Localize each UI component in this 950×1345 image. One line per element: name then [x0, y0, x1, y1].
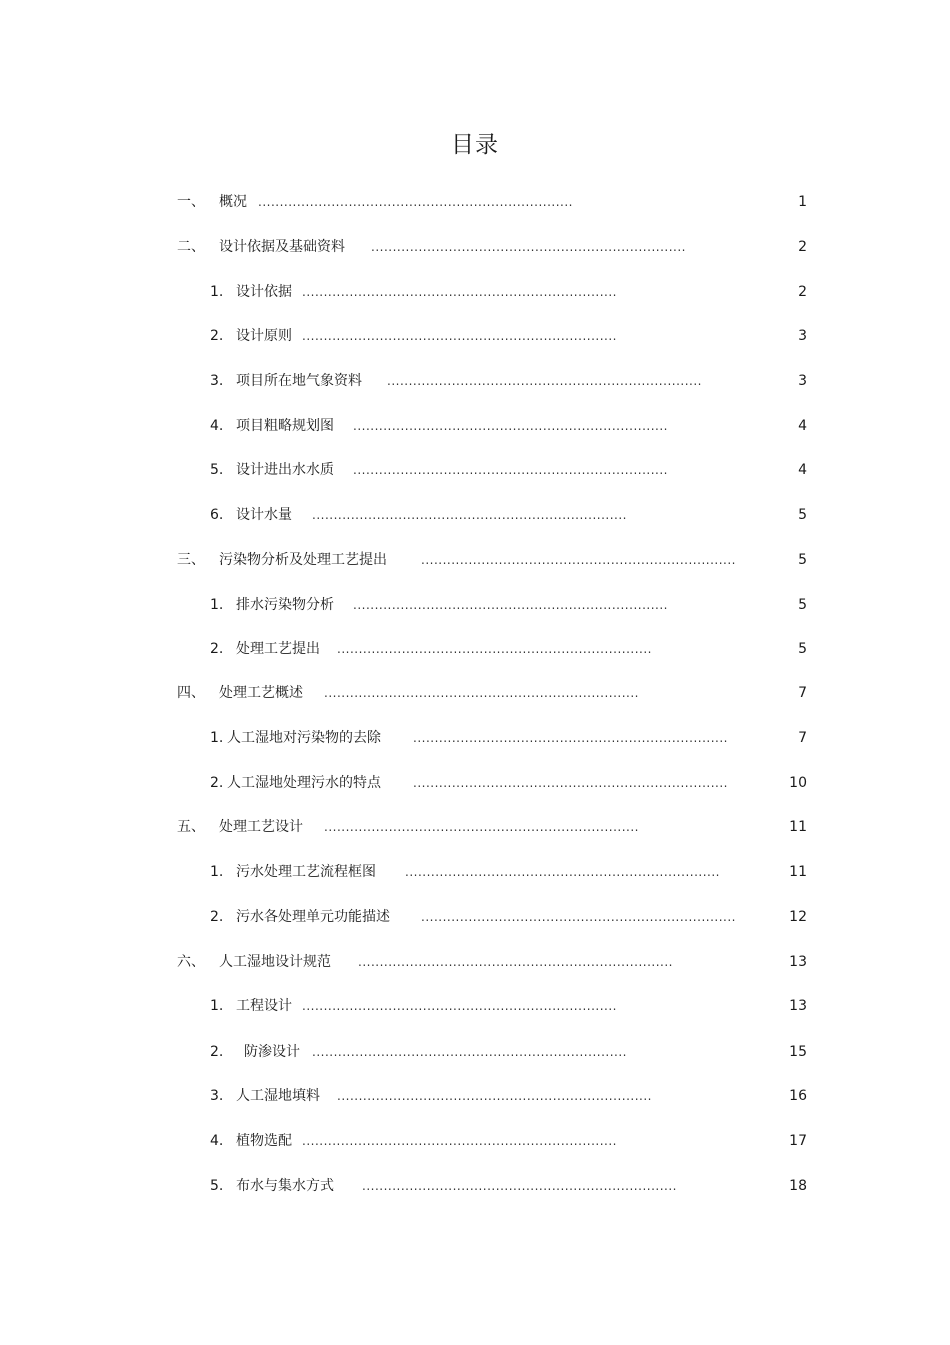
dot-leader: ......................................................................... [337, 1089, 652, 1103]
toc-entry-label: 设计依据及基础资料 [219, 239, 345, 255]
dot-leader: ......................................................................... [362, 1179, 677, 1193]
dot-leader: ......................................................................... [405, 865, 720, 879]
toc-entry[interactable] [0, 282, 950, 302]
toc-entry-number: 2. [210, 775, 224, 791]
toc-entry[interactable] [0, 1176, 950, 1196]
dot-leader: ......................................................................... [302, 329, 617, 343]
toc-entry-label: 项目所在地气象资料 [236, 373, 362, 389]
toc-entry[interactable] [0, 371, 950, 391]
toc-entry-number: 三、 [177, 552, 205, 568]
toc-entry[interactable] [0, 952, 950, 972]
toc-entry-number: 1. [210, 284, 224, 300]
toc-entry-label: 污染物分析及处理工艺提出 [219, 552, 387, 568]
toc-entry[interactable] [0, 996, 950, 1016]
toc-entry-number: 2. [210, 1044, 224, 1060]
toc-entry-page: 18 [789, 1178, 807, 1194]
toc-entry[interactable] [0, 1131, 950, 1151]
dot-leader: ......................................................................... [302, 999, 617, 1013]
toc-entry-label: 处理工艺设计 [219, 819, 303, 835]
dot-leader: ......................................................................... [258, 195, 573, 209]
toc-entry-label: 处理工艺概述 [219, 685, 303, 701]
toc-entry-number: 3. [210, 1088, 224, 1104]
toc-entry-page: 2 [798, 239, 807, 255]
toc-entry[interactable] [0, 862, 950, 882]
toc-entry-page: 5 [798, 552, 807, 568]
toc-entry-label: 污水各处理单元功能描述 [236, 909, 390, 925]
toc-entry[interactable] [0, 237, 950, 257]
toc-entry-page: 12 [789, 909, 807, 925]
toc-entry-number: 1. [210, 597, 224, 613]
toc-entry[interactable] [0, 550, 950, 570]
toc-entry-label: 人工湿地对污染物的去除 [227, 730, 381, 746]
toc-entry-label: 人工湿地填料 [236, 1088, 320, 1104]
toc-entry-page: 7 [798, 685, 807, 701]
dot-leader: ......................................................................... [324, 686, 639, 700]
dot-leader: ......................................................................... [353, 419, 668, 433]
toc-entry-page: 13 [789, 954, 807, 970]
dot-leader: ......................................................................... [302, 285, 617, 299]
toc-entry-label: 污水处理工艺流程框图 [236, 864, 376, 880]
toc-entry-page: 4 [798, 418, 807, 434]
toc-entry[interactable] [0, 326, 950, 346]
toc-entry[interactable] [0, 460, 950, 480]
toc-entry[interactable] [0, 192, 950, 212]
dot-leader: ......................................................................... [337, 642, 652, 656]
dot-leader: ......................................................................... [387, 374, 702, 388]
toc-entry-label: 设计依据 [236, 284, 292, 300]
toc-entry-label: 处理工艺提出 [236, 641, 320, 657]
toc-entry-number: 二、 [177, 239, 205, 255]
toc-entry-page: 2 [798, 284, 807, 300]
dot-leader: ......................................................................... [413, 731, 728, 745]
toc-entry-label: 项目粗略规划图 [236, 418, 334, 434]
toc-entry-label: 布水与集水方式 [236, 1178, 334, 1194]
toc-entry-page: 11 [789, 819, 807, 835]
toc-entry[interactable] [0, 907, 950, 927]
page-title: 目录 [451, 132, 499, 158]
toc-entry-label: 设计进出水水质 [236, 462, 334, 478]
toc-entry[interactable] [0, 817, 950, 837]
toc-entry[interactable] [0, 1086, 950, 1106]
toc-entry-label: 人工湿地设计规范 [219, 954, 331, 970]
toc-entry-page: 5 [798, 507, 807, 523]
toc-entry-label: 植物选配 [236, 1133, 292, 1149]
toc-entry-label: 排水污染物分析 [236, 597, 334, 613]
toc-entry-label: 工程设计 [236, 998, 292, 1014]
toc-entry-number: 1. [210, 730, 224, 746]
toc-entry[interactable] [0, 416, 950, 436]
toc-entry-page: 16 [789, 1088, 807, 1104]
toc-entry[interactable] [0, 505, 950, 525]
toc-entry-page: 13 [789, 998, 807, 1014]
toc-entry[interactable] [0, 1042, 950, 1062]
toc-entry-number: 五、 [177, 819, 205, 835]
dot-leader: ......................................................................... [358, 955, 673, 969]
toc-entry-page: 15 [789, 1044, 807, 1060]
toc-entry-number: 四、 [177, 685, 205, 701]
toc-entry[interactable] [0, 683, 950, 703]
toc-entry[interactable] [0, 773, 950, 793]
toc-entry-page: 4 [798, 462, 807, 478]
toc-entry[interactable] [0, 639, 950, 659]
toc-entry-page: 17 [789, 1133, 807, 1149]
toc-entry-number: 2. [210, 641, 224, 657]
toc-entry-label: 设计水量 [236, 507, 292, 523]
toc-entry-number: 1. [210, 864, 224, 880]
toc-entry-page: 10 [789, 775, 807, 791]
dot-leader: ......................................................................... [312, 1045, 627, 1059]
toc-entry-number: 4. [210, 1133, 224, 1149]
toc-entry-number: 5. [210, 462, 224, 478]
toc-entry-label: 防渗设计 [244, 1044, 300, 1060]
toc-entry-number: 3. [210, 373, 224, 389]
dot-leader: ......................................................................... [353, 598, 668, 612]
dot-leader: ......................................................................... [413, 776, 728, 790]
toc-entry[interactable] [0, 728, 950, 748]
dot-leader: ......................................................................... [312, 508, 627, 522]
dot-leader: ......................................................................... [421, 910, 736, 924]
toc-entry-number: 一、 [177, 194, 205, 210]
toc-entry-page: 5 [798, 597, 807, 613]
toc-entry-number: 4. [210, 418, 224, 434]
toc-entry-label: 人工湿地处理污水的特点 [227, 775, 381, 791]
toc-entry-number: 6. [210, 507, 224, 523]
toc-entry-number: 2. [210, 328, 224, 344]
toc-entry[interactable] [0, 595, 950, 615]
toc-entry-number: 1. [210, 998, 224, 1014]
toc-entry-page: 5 [798, 641, 807, 657]
toc-entry-page: 3 [798, 328, 807, 344]
dot-leader: ......................................................................... [302, 1134, 617, 1148]
dot-leader: ......................................................................... [353, 463, 668, 477]
toc-entry-number: 2. [210, 909, 224, 925]
toc-entry-page: 11 [789, 864, 807, 880]
toc-entry-page: 1 [798, 194, 807, 210]
toc-entry-number: 六、 [177, 954, 205, 970]
toc-entry-number: 5. [210, 1178, 224, 1194]
toc-entry-page: 7 [798, 730, 807, 746]
dot-leader: ......................................................................... [324, 820, 639, 834]
dot-leader: ......................................................................... [371, 240, 686, 254]
dot-leader: ......................................................................... [421, 553, 736, 567]
toc-entry-page: 3 [798, 373, 807, 389]
toc-entry-label: 概况 [219, 194, 247, 210]
toc-entry-label: 设计原则 [236, 328, 292, 344]
